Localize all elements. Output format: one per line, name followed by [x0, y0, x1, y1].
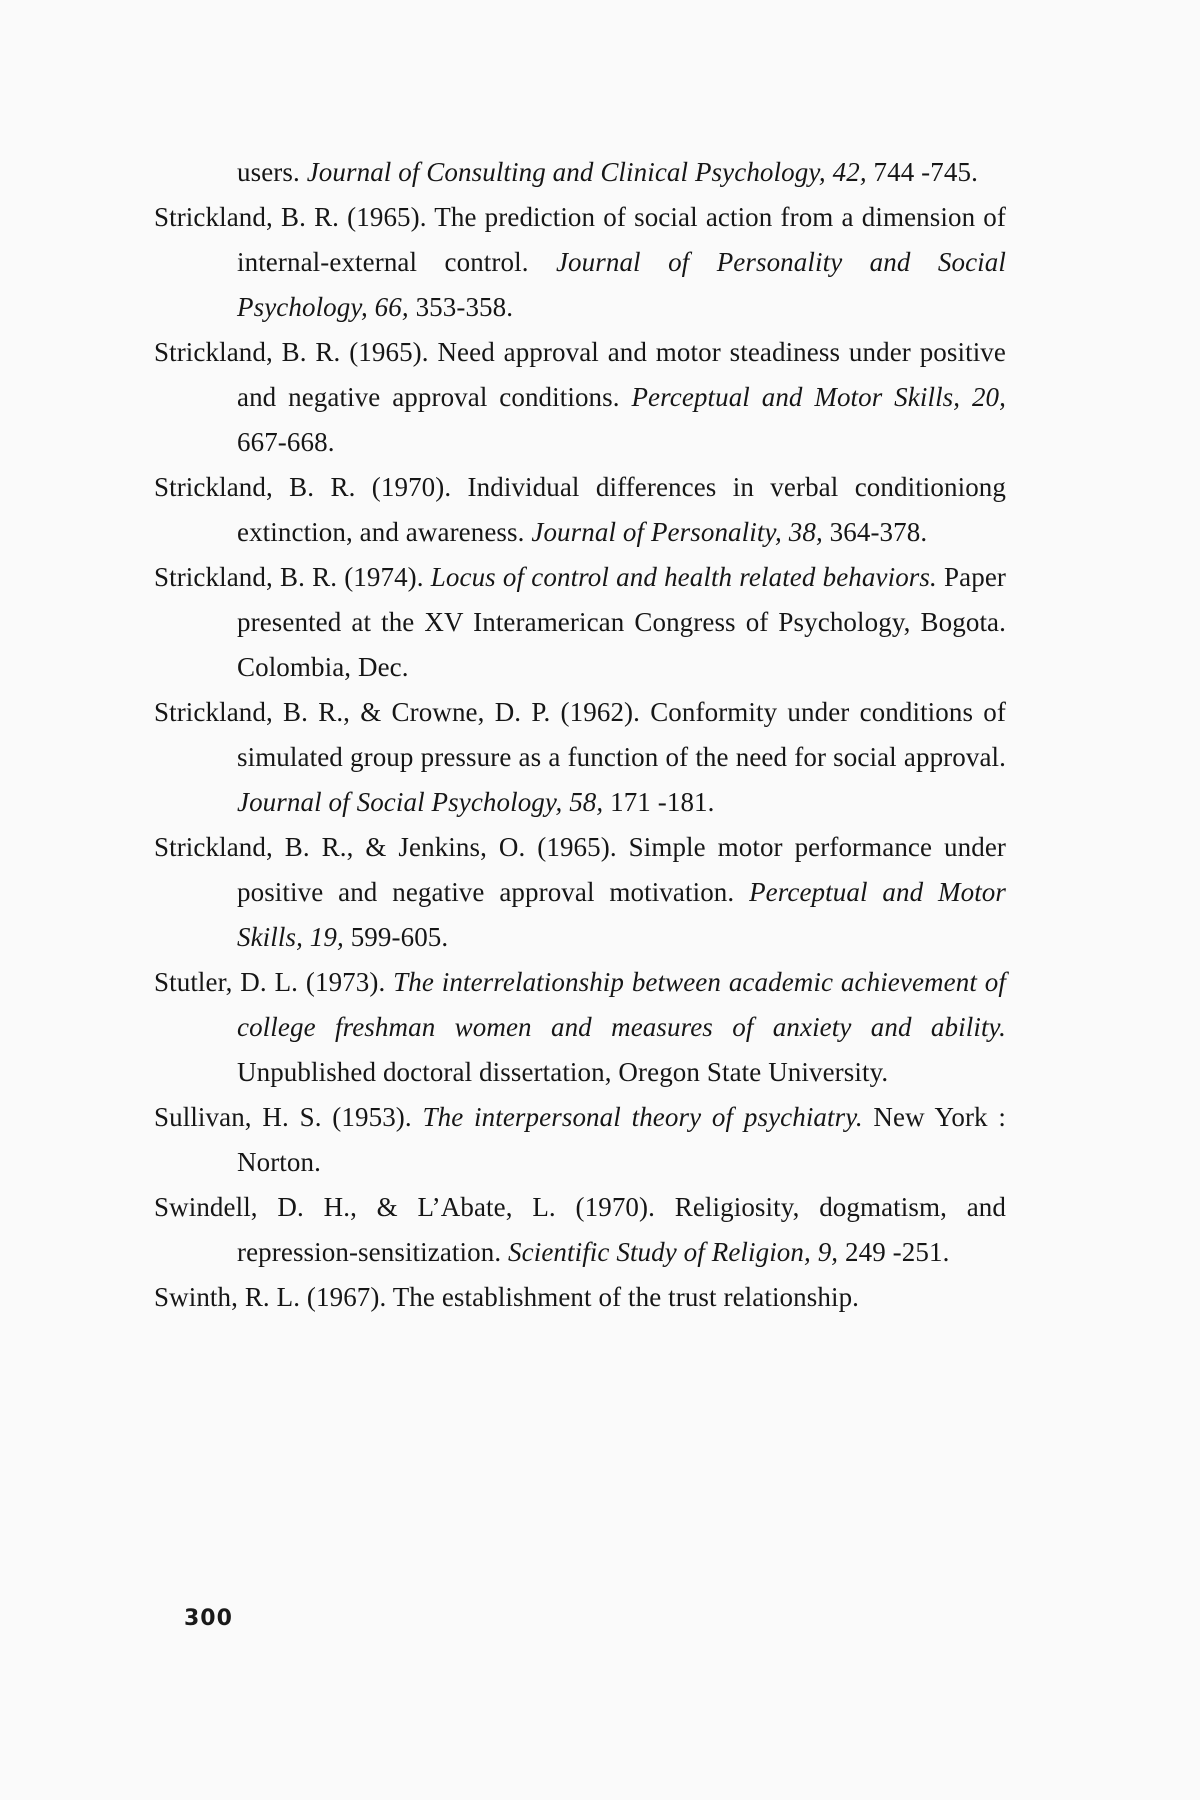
reference-text: Unpublished doctoral dissertation, Oregon State University.	[237, 1057, 889, 1087]
reference-text: Strickland, B. R. (1965). Need approval and motor steadiness under positive and negative approval conditions.	[154, 337, 1006, 412]
page-number: 300	[184, 1606, 233, 1631]
reference-entry	[154, 555, 1006, 690]
reference-text: 249 -251.	[838, 1237, 950, 1267]
reference-list	[154, 150, 1006, 1320]
reference-text: Strickland, B. R. (1974).	[154, 562, 431, 592]
reference-entry	[154, 690, 1006, 825]
journal-title: Journal of Personality and Social Psychology, 66,	[237, 247, 1006, 322]
reference-text: Strickland, B. R. (1965). The prediction of social action from a dimension of internal-external control.	[154, 202, 1006, 277]
journal-title: Journal of Personality, 38,	[531, 517, 823, 547]
reference-entry	[154, 960, 1006, 1095]
reference-entry	[154, 825, 1006, 960]
reference-text: 364-378.	[822, 517, 928, 547]
reference-entry	[154, 1275, 1006, 1320]
journal-title: Perceptual and Motor Skills, 19,	[237, 877, 1007, 952]
reference-text: 599-605.	[343, 922, 449, 952]
reference-entry	[154, 150, 1006, 195]
work-title: The interpersonal theory of psychiatry.	[422, 1102, 863, 1132]
reference-text: Paper presented at the XV Interamerican Congress of Psychology, Bogota. Colombia, Dec.	[237, 562, 1006, 682]
work-title: Locus of control and health related behaviors.	[430, 562, 937, 592]
reference-text: 667-668.	[237, 427, 335, 457]
journal-title: Perceptual and Motor Skills, 20,	[631, 382, 1006, 412]
work-title: The interrelationship between academic achievement of college freshman women and measures of anxiety and ability.	[237, 967, 1006, 1042]
reference-entry	[154, 1095, 1006, 1185]
reference-text: 744 -745.	[866, 157, 978, 187]
journal-title: Journal of Social Psychology, 58,	[237, 787, 604, 817]
reference-text: Swinth, R. L. (1967). The establishment of the trust relationship.	[154, 1282, 860, 1312]
reference-text: Swindell, D. H., & L’Abate, L. (1970). Religiosity, dogmatism, and repression-sensitization.	[154, 1192, 1006, 1267]
journal-title: Journal of Consulting and Clinical Psychology, 42,	[306, 157, 867, 187]
reference-text: Strickland, B. R., & Jenkins, O. (1965). Simple motor performance under positive and negative approval motivation.	[154, 832, 1006, 907]
reference-text: Stutler, D. L. (1973).	[154, 967, 394, 997]
reference-text: users.	[237, 157, 307, 187]
reference-entry	[154, 330, 1006, 465]
reference-text: 171 -181.	[603, 787, 715, 817]
reference-text: Strickland, B. R., & Crowne, D. P. (1962). Conformity under conditions of simulated group pressure as a function of the need for social approval.	[154, 697, 1006, 772]
reference-text: Sullivan, H. S. (1953).	[154, 1102, 423, 1132]
reference-entry	[154, 195, 1006, 330]
reference-entry	[154, 465, 1006, 555]
reference-text: 353-358.	[408, 292, 514, 322]
reference-text: New York : Norton.	[237, 1102, 1006, 1177]
reference-entry	[154, 1185, 1006, 1275]
reference-text: Strickland, B. R. (1970). Individual differences in verbal conditioniong extinction, and awareness.	[154, 472, 1006, 547]
journal-title: Scientific Study of Religion, 9,	[508, 1237, 839, 1267]
